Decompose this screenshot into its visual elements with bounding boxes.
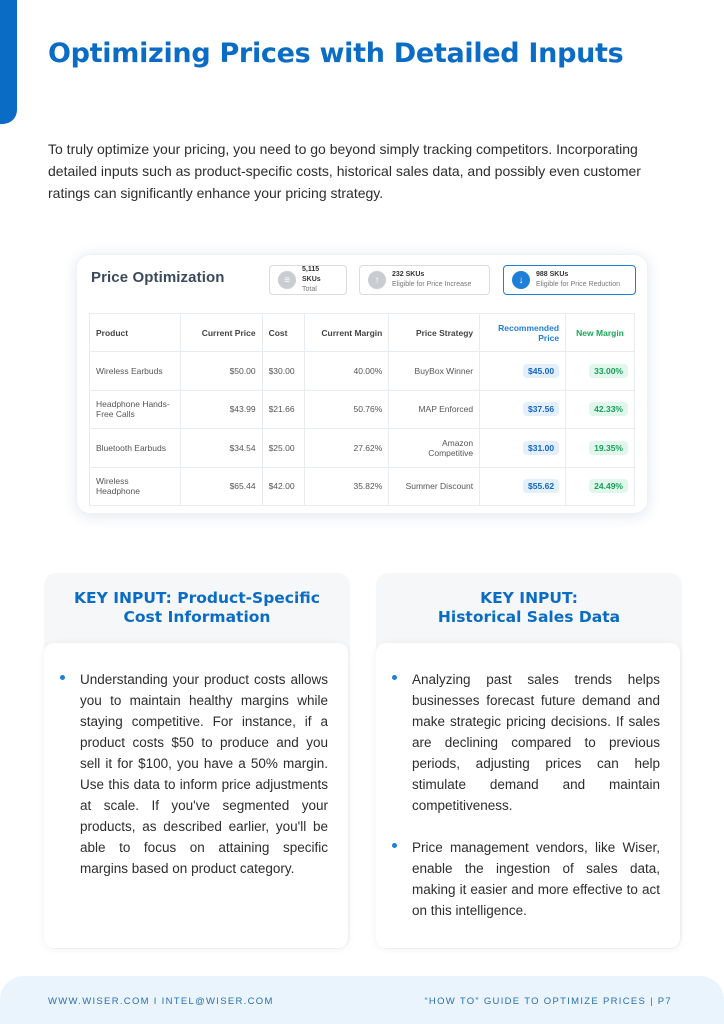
current-price-cell: $34.54 bbox=[180, 429, 262, 468]
strategy-cell: BuyBox Winner bbox=[389, 352, 480, 391]
product-cell: Wireless Headphone bbox=[90, 467, 181, 506]
bullet-text: Price management vendors, like Wiser, enable the ingestion of sales data, making it easier and more effective to act on this intelligence. bbox=[412, 840, 660, 918]
current-margin-cell: 40.00% bbox=[304, 352, 389, 391]
new-margin-badge: 33.00% bbox=[589, 364, 628, 378]
table-row[interactable] bbox=[90, 429, 635, 468]
cost-cell: $30.00 bbox=[262, 352, 304, 391]
current-price-cell: $50.00 bbox=[180, 352, 262, 391]
heading-line-1: KEY INPUT: bbox=[480, 589, 578, 607]
bullet-item bbox=[392, 669, 660, 816]
column-header: Current Margin bbox=[304, 314, 389, 352]
column-header: Cost bbox=[262, 314, 304, 352]
stat-label: Eligible for Price Reduction bbox=[536, 281, 621, 288]
recommended-price-badge: $55.62 bbox=[523, 479, 559, 493]
recommended-price-badge: $31.00 bbox=[523, 441, 559, 455]
key-input-heading bbox=[376, 573, 682, 643]
cost-cell: $42.00 bbox=[262, 467, 304, 506]
stat-price-reduction[interactable] bbox=[503, 265, 636, 295]
bullet-dot-icon bbox=[60, 675, 65, 680]
key-input-body bbox=[44, 643, 348, 948]
strategy-cell: Amazon Competitive bbox=[389, 429, 480, 468]
table-header-row bbox=[90, 314, 635, 352]
table-row[interactable] bbox=[90, 352, 635, 391]
footer-page-label: “HOW TO” GUIDE TO OPTIMIZE PRICES | P7 bbox=[424, 996, 672, 1007]
cost-cell: $25.00 bbox=[262, 429, 304, 468]
list-icon: ≡ bbox=[278, 271, 296, 289]
strategy-cell: Summer Discount bbox=[389, 467, 480, 506]
price-table bbox=[89, 313, 635, 506]
column-header: Price Strategy bbox=[389, 314, 480, 352]
stat-label: Eligible for Price Increase bbox=[392, 281, 472, 288]
new-margin-badge: 24.49% bbox=[589, 479, 628, 493]
stat-price-increase[interactable] bbox=[359, 265, 490, 295]
key-input-heading bbox=[44, 573, 350, 643]
column-header: Current Price bbox=[180, 314, 262, 352]
heading-line-2: Historical Sales Data bbox=[437, 608, 621, 626]
arrow-down-icon: ↓ bbox=[512, 271, 530, 289]
stat-count: 5,115 SKUs bbox=[302, 266, 321, 283]
column-header: Product bbox=[90, 314, 181, 352]
arrow-up-icon: ↑ bbox=[368, 271, 386, 289]
footer-contact[interactable]: WWW.WISER.COM I INTEL@WISER.COM bbox=[48, 996, 274, 1007]
stat-count: 232 SKUs bbox=[392, 271, 425, 278]
current-price-cell: $65.44 bbox=[180, 467, 262, 506]
bullet-item bbox=[392, 837, 660, 921]
price-card-title: Price Optimization bbox=[91, 269, 225, 286]
new-margin-badge: 19.35% bbox=[589, 441, 628, 455]
bullet-dot-icon bbox=[392, 675, 397, 680]
bullet-dot-icon bbox=[392, 843, 397, 848]
bullet-text: Analyzing past sales trends helps businesses forecast future demand and make strategic pricing decisions. If sales are declining compared to previous periods, adjusting prices can help stimulate demand and maintain competitiveness. bbox=[412, 672, 660, 813]
heading-line-1: KEY INPUT: Product-Specific bbox=[74, 589, 320, 607]
page-footer bbox=[0, 976, 724, 1024]
key-input-body bbox=[376, 643, 680, 948]
stat-label: Total bbox=[302, 286, 317, 293]
current-margin-cell: 50.76% bbox=[304, 390, 389, 429]
key-input-sales-box bbox=[376, 573, 682, 949]
intro-paragraph: To truly optimize your pricing, you need to go beyond simply tracking competitors. Incorporating detailed inputs such as product-specific costs, historical sales data, and possibly even customer ratings can significantly enhance your pricing strategy. bbox=[48, 141, 641, 201]
current-price-cell: $43.99 bbox=[180, 390, 262, 429]
stat-total-skus[interactable] bbox=[269, 265, 347, 295]
product-cell: Wireless Earbuds bbox=[90, 352, 181, 391]
column-header: New Margin bbox=[566, 314, 635, 352]
bullet-text: Understanding your product costs allows you to maintain healthy margins while staying competitive. For instance, if a product costs $50 to produce and you sell it for $100, you have a 50% margin. Use this data to inform price adjustments at scale. If you've segmented your products, as described earlier, you'll be able to focus on attaining specific margins based on product category. bbox=[80, 672, 328, 876]
bullet-item bbox=[60, 669, 328, 879]
current-margin-cell: 35.82% bbox=[304, 467, 389, 506]
new-margin-badge: 42.33% bbox=[589, 402, 628, 416]
recommended-price-badge: $45.00 bbox=[523, 364, 559, 378]
stat-count: 988 SKUs bbox=[536, 271, 569, 278]
side-accent-tab bbox=[0, 0, 17, 124]
column-header: Recommended Price bbox=[480, 314, 566, 352]
recommended-price-badge: $37.56 bbox=[523, 402, 559, 416]
strategy-cell: MAP Enforced bbox=[389, 390, 480, 429]
key-input-cost-box bbox=[44, 573, 350, 949]
price-optimization-card bbox=[76, 254, 648, 514]
cost-cell: $21.66 bbox=[262, 390, 304, 429]
page-title: Optimizing Prices with Detailed Inputs bbox=[48, 38, 624, 69]
table-row[interactable] bbox=[90, 467, 635, 506]
product-cell: Bluetooth Earbuds bbox=[90, 429, 181, 468]
heading-line-2: Cost Information bbox=[123, 608, 271, 626]
product-cell: Headphone Hands-Free Calls bbox=[90, 390, 181, 429]
current-margin-cell: 27.62% bbox=[304, 429, 389, 468]
table-row[interactable] bbox=[90, 390, 635, 429]
